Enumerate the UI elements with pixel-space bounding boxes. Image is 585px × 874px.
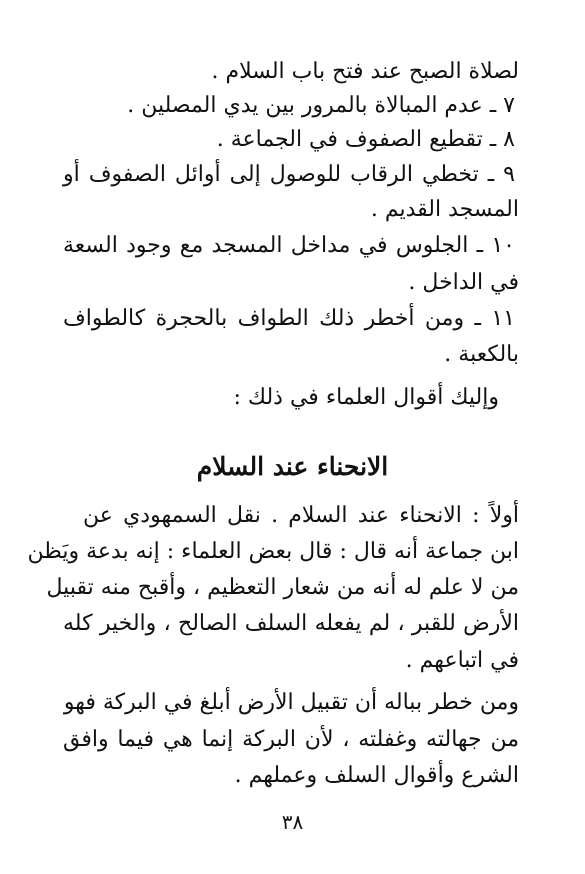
section-heading: الانحناء عند السلام [196,452,389,481]
text-line: بالكعبة . [444,342,519,367]
list-item-9: ٩ ـ تخطي الرقاب للوصول إلى أوائل الصفوف أو [63,162,515,187]
paragraph-line: أولاً : الانحناء عند السلام . نقل السمهودي عن [83,503,519,528]
list-item-7: ٧ ـ عدم المبالاة بالمرور بين يدي المصلين . [127,93,515,118]
text-line: في الداخل . [408,270,519,295]
list-item-8: ٨ ـ تقطيع الصفوف في الجماعة . [216,127,515,152]
paragraph-line: الأرض للقبر ، لم يفعله السلف الصالح ، والخير كله [63,611,519,636]
paragraph-line: في اتباعهم . [405,648,519,673]
page-number: ٣٨ [281,810,304,834]
paragraph-line: من جهالته وغفلته ، لأن البركة إنما هي فيما وافق [63,727,519,752]
paragraph-line: من لا علم له أنه من شعار التعظيم ، وأقبح منه تقبيل [46,575,519,600]
intro-line: وإليك أقوال العلماء في ذلك : [233,385,499,410]
paragraph-line: ومن خطر بباله أن تقبيل الأرض أبلغ في البركة فهو [63,690,519,715]
paragraph-line: الشرع وأقوال السلف وعملهم . [234,763,519,788]
text-line: لصلاة الصبح عند فتح باب السلام . [211,59,519,84]
list-item-11: ١١ ـ ومن أخطر ذلك الطواف بالحجرة كالطواف [63,306,515,331]
paragraph-line: ابن جماعة أنه قال : قال بعض العلماء : إنه بدعة ويَظن [27,539,519,564]
list-item-10: ١٠ ـ الجلوس في مداخل المسجد مع وجود السعة [63,233,515,258]
text-line: المسجد القديم . [370,197,519,222]
